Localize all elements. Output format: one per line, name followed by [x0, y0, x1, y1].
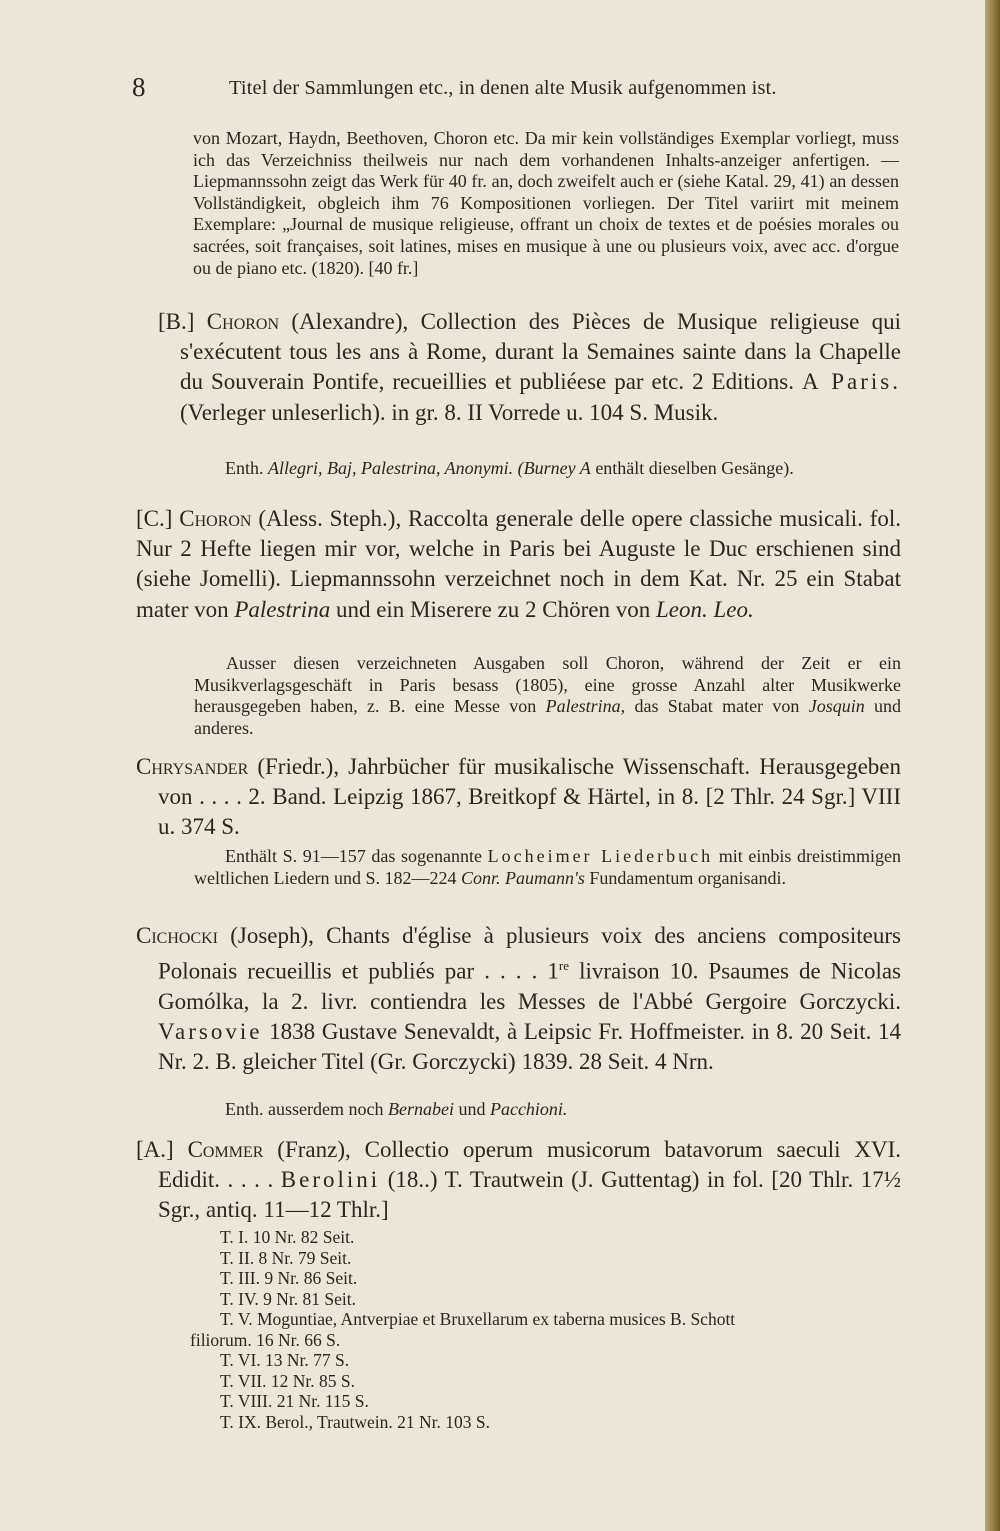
- note-reference: (Burney A: [517, 458, 591, 478]
- entry-text: und ein Miserere zu 2 Chören von: [335, 596, 651, 622]
- note-composers: Allegri, Baj, Palestrina, Anonymi.: [268, 458, 514, 478]
- entry-title-cont: (Verleger unleserlich). in gr. 8. II Vorrede u. 104 S. Musik.: [180, 399, 719, 425]
- entry-author: Choron: [206, 309, 280, 334]
- note-text: und: [458, 1099, 486, 1119]
- entry-author: Chrysander: [136, 754, 249, 779]
- note-text: mit einbis dreistimmigen weltlichen Liedern und S. 182—224: [194, 846, 901, 888]
- entry-commer: [136, 1135, 901, 1226]
- volume-item: T. V. Moguntiae, Antverpiae et Bruxellarum ex taberna musices B. Schott: [220, 1309, 736, 1329]
- entry-title: (Alexandre), Collection des Pièces de Musique religieuse qui s'exécutent tous les ans à Rome, durant la Semaines sainte dans la Chapelle du Souverain Pontife, recueillies et publiéese par etc. 2 Editions.: [180, 309, 902, 395]
- note-composer: Conr. Paumann's: [460, 867, 585, 888]
- entry-text: livraison 10. Psaumes de Nicolas Gomólka, la 2. livr. contiendra les Messes de l'Abbé Gergoire Gorczycki.: [158, 958, 902, 1015]
- note-text: Ausser diesen verzeichneten Ausgaben soll Choron, während der Zeit er ein Musikverlagsgeschäft in Paris besass (1805), eine grosse Anzahl alter Musikwerke herausgegeben haben, z. B. eine Messe von: [194, 653, 901, 717]
- entry-text: (Franz), Collectio operum musicorum batavorum saeculi XVI. Edidit. . . . .: [158, 1137, 902, 1193]
- note-composer: Josquin: [808, 696, 865, 717]
- entry-mark: [C.]: [136, 506, 173, 531]
- entry-choron-b: [158, 307, 901, 428]
- entry-number: 1: [547, 958, 559, 984]
- note-text: Enthält S. 91—157 das sogenannte: [225, 846, 482, 866]
- note-text: Enth.: [225, 458, 264, 478]
- entry-place: Varsovie: [158, 1019, 263, 1045]
- volume-item: T. IX. Berol., Trautwein. 21 Nr. 103 S.: [220, 1411, 490, 1432]
- entry-place: Berolini: [280, 1167, 381, 1193]
- volume-list: [190, 1227, 735, 1432]
- entry-text: (Aless. Steph.), Raccolta generale delle opere classiche musicali. fol. Nur 2 Hefte liegen mir vor, welche in Paris bei Auguste le Duc erschienen sind (siehe Jomelli). Liepmannssohn verzeichnet noch in dem Kat. Nr. 25 ein Stabat mater von: [136, 506, 902, 622]
- entry-chrysander: [136, 752, 901, 843]
- entry-chrysander-note: [194, 846, 901, 889]
- entry-place: A Paris.: [801, 369, 901, 395]
- continuation-paragraph: [193, 128, 899, 279]
- continuation-text: von Mozart, Haydn, Beethoven, Choron etc. Da mir kein vollständiges Exemplar vorliegt, muss ich das Verzeichniss theilweis nur nach dem vorhandenen Inhalts-anzeiger anfertigen. — Liepmannssohn zeigt das Werk für 40 fr. an, doch zweifelt auch er (siehe Katal. 29, 41) an dessen Vollständigkeit, obgleich ihm 76 Kompositionen vorliegen. Der Titel variirt mit meinem Exemplare: „Journal de musique religieuse, offrant un choix de textes et de poésies morales ou sacrées, soit françaises, soit latines, mises en musique à une ou plusieurs voix, avec acc. d'orgue ou de piano etc. (1820). [40 fr.]: [193, 128, 899, 278]
- entry-choron-b-note: [225, 458, 901, 480]
- note-composer: Bernabei: [387, 1099, 454, 1119]
- volume-item: T. VII. 12 Nr. 85 S.: [220, 1370, 355, 1391]
- entry-author: Commer: [187, 1137, 264, 1162]
- volume-item: T. VI. 13 Nr. 77 S.: [220, 1350, 350, 1370]
- entry-choron-c-note: [194, 653, 901, 739]
- page-number: 8: [132, 72, 146, 102]
- note-text: und anderes.: [194, 696, 902, 738]
- running-title: Titel der Sammlungen etc., in denen alte Musik aufgenommen ist.: [229, 77, 777, 99]
- entry-cichocki: [136, 921, 901, 1078]
- volume-item: T. II. 8 Nr. 79 Seit.: [220, 1247, 352, 1268]
- note-songbook: Locheimer Liederbuch: [487, 846, 714, 866]
- volume-item: T. VIII. 21 Nr. 115 S.: [220, 1391, 369, 1411]
- entry-author: Choron: [179, 506, 252, 531]
- entry-composer: Palestrina: [234, 596, 331, 622]
- entry-text: (Friedr.), Jahrbücher für musikalische Wissenschaft. Herausgegeben von . . . . 2. Band. Leipzig 1867, Breitkopf & Härtel, in 8. [2 Thlr. 24 Sgr.] VIII u. 374 S.: [158, 754, 902, 840]
- note-text: Enth. ausserdem noch: [225, 1099, 384, 1119]
- entry-mark: [B.]: [158, 309, 195, 334]
- volume-item: T. IV. 9 Nr. 81 Seit.: [220, 1288, 356, 1309]
- entry-superscript: re: [558, 958, 570, 974]
- entry-mark: [A.]: [136, 1137, 174, 1162]
- note-text: enthält dieselben Gesänge).: [595, 458, 794, 478]
- volume-item: T. I. 10 Nr. 82 Seit.: [220, 1227, 355, 1247]
- entry-text: (Joseph), Chants d'église à plusieurs voix des anciens compositeurs Polonais recueillis et publiés par . . . .: [158, 923, 901, 984]
- note-text: Fundamentum organisandi.: [589, 867, 786, 888]
- entry-text: (18..) T. Trautwein (J. Guttentag) in fol. [20 Thlr. 17½ Sgr., antiq. 11—12 Thlr.]: [158, 1167, 902, 1223]
- page-edge: [985, 0, 1000, 1531]
- entry-composer: Leon. Leo.: [655, 596, 754, 622]
- volume-item-continued: filiorum. 16 Nr. 66 S.: [190, 1329, 341, 1350]
- entry-choron-c: [136, 504, 901, 625]
- entry-author: Cichocki: [136, 923, 219, 948]
- entry-cichocki-note: [225, 1099, 901, 1121]
- page-header: [132, 72, 932, 106]
- note-text: das Stabat mater von: [634, 696, 800, 717]
- note-composer: Palestrina,: [545, 696, 626, 717]
- volume-item: T. III. 9 Nr. 86 Seit.: [220, 1268, 358, 1288]
- note-composer: Pacchioni.: [489, 1099, 568, 1119]
- entry-text: 1838 Gustave Senevaldt, à Leipsic Fr. Hoffmeister. in 8. 20 Seit. 14 Nr. 2. B. gleicher Titel (Gr. Gorczycki) 1839. 28 Seit. 4 Nrn.: [158, 1019, 902, 1075]
